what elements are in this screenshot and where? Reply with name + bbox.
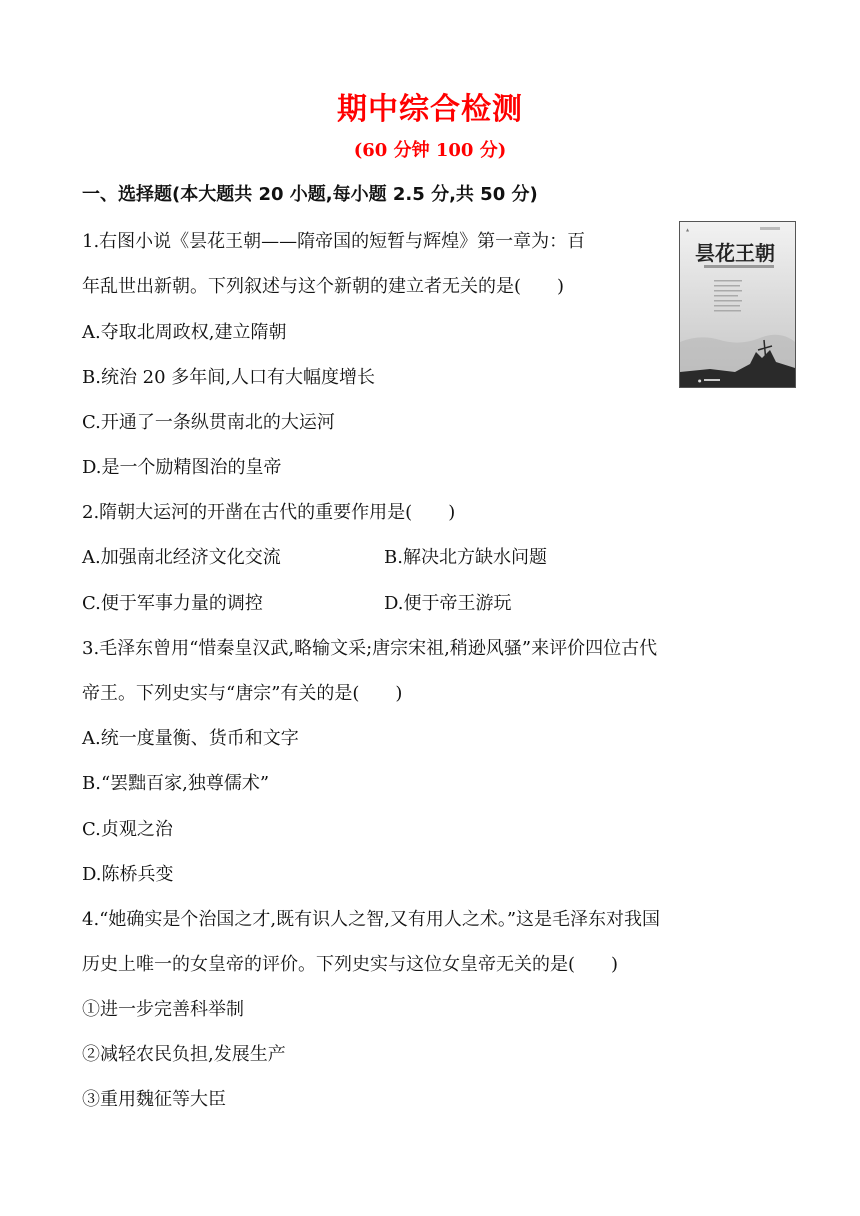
q3-option-c: C.贞观之治 [82,819,173,840]
q1-option-b: B.统治 20 多年间,人口有大幅度增长 [82,367,376,388]
q3-stem-line-2: 帝王。下列史实与“唐宗”有关的是( ) [82,683,403,704]
book-cover-title: 昙花王朝 [695,241,775,265]
q1-stem-line-2: 年乱世出新朝。下列叙述与这个新朝的建立者无关的是( ) [82,276,565,297]
q2-option-b: B.解决北方缺水问题 [384,547,547,568]
q4-item-1: ①进一步完善科举制 [82,999,244,1020]
q1-option-c: C.开通了一条纵贯南北的大运河 [82,412,335,433]
book-cover-art [680,222,795,387]
q3-option-d: D.陈桥兵变 [82,864,174,885]
svg-text:●: ● [698,378,702,383]
page-subtitle: (60 分钟 100 分) [353,140,507,161]
section-heading: 一、选择题(本大题共 20 小题,每小题 2.5 分,共 50 分) [82,184,538,205]
q2-stem: 2.隋朝大运河的开凿在古代的重要作用是( ) [82,502,456,523]
q2-option-a: A.加强南北经济文化交流 [82,547,281,568]
q3-option-b: B.“罢黜百家,独尊儒术” [82,773,270,794]
q1-option-d: D.是一个励精图治的皇帝 [82,457,282,478]
q1-stem-line-1: 1.右图小说《昙花王朝——隋帝国的短暂与辉煌》第一章为：百 [82,231,586,252]
page-title: 期中综合检测 [337,92,523,127]
svg-text:▲: ▲ [686,227,690,232]
q2-option-d: D.便于帝王游玩 [384,593,512,614]
book-cover-image [679,221,796,388]
q4-item-2: ②减轻农民负担,发展生产 [82,1044,286,1065]
q4-stem-line-2: 历史上唯一的女皇帝的评价。下列史实与这位女皇帝无关的是( ) [82,954,619,975]
q2-option-c: C.便于军事力量的调控 [82,593,263,614]
q3-option-a: A.统一度量衡、货币和文字 [82,728,299,749]
q4-item-3: ③重用魏征等大臣 [82,1089,226,1110]
q1-option-a: A.夺取北周政权,建立隋朝 [82,322,287,343]
q3-stem-line-1: 3.毛泽东曾用“惜秦皇汉武,略输文采;唐宗宋祖,稍逊风骚”来评价四位古代 [82,638,658,659]
q4-stem-line-1: 4.“她确实是个治国之才,既有识人之智,又有用人之术。”这是毛泽东对我国 [82,909,661,930]
